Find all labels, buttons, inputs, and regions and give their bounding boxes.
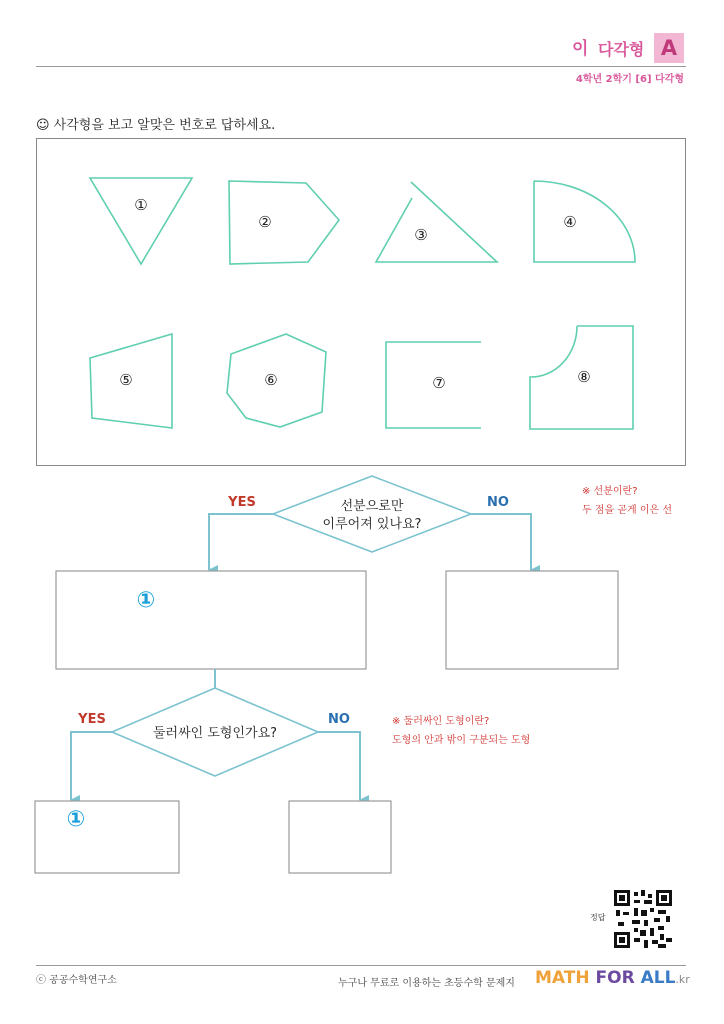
decision-1-line2: 이루어져 있나요? (322, 517, 422, 532)
decision-1-yes-label: YES (228, 495, 256, 510)
shape-label-3: ③ (414, 226, 428, 244)
answer-box-closed-no (289, 801, 391, 873)
shape-label-1: ① (134, 196, 148, 214)
decision-1-no-label: NO (487, 495, 509, 510)
brand-for: FOR (595, 968, 635, 988)
unit-number: 이 (572, 39, 589, 59)
copyright-text: ⓒ 공공수학연구소 (36, 975, 117, 986)
answer-segments-yes: ① (136, 588, 156, 613)
answer-closed-yes: ① (66, 807, 86, 832)
shape-label-5: ⑤ (119, 371, 133, 389)
unit-title: 다각형 (598, 40, 645, 59)
decision-1-diamond (273, 476, 471, 552)
decision-2-no-label: NO (328, 712, 350, 727)
decision-1-no-arrow (471, 514, 531, 570)
unit-subtitle: 4학년 2학기 [6] 다각형 (575, 74, 684, 85)
footer-tagline: 누구나 무료로 이용하는 초등수학 문제지 (338, 978, 515, 989)
level-badge: A (654, 33, 684, 63)
answer-box-closed-yes (35, 801, 179, 873)
brand-logo[interactable] (535, 968, 690, 988)
instruction-text: ☺ 사각형을 보고 알맞은 번호로 답하세요. (36, 118, 276, 133)
qr-label: 정답 (590, 913, 606, 922)
shape-label-8: ⑧ (577, 368, 591, 386)
shape-label-6: ⑥ (264, 371, 278, 389)
shape-label-7: ⑦ (432, 374, 446, 392)
note-segment-title: ※ 선분이란? (582, 486, 638, 497)
footer-divider (36, 965, 686, 966)
decision-2-yes-arrow (71, 732, 112, 800)
note-closed-figure (392, 712, 530, 750)
brand-all: ALL (640, 968, 676, 988)
shape-label-2: ② (258, 213, 272, 231)
decision-2-text: 둘러싸인 도형인가요? (152, 726, 278, 741)
shape-label-4: ④ (563, 213, 577, 231)
brand-kr: .kr (675, 973, 690, 986)
note-closed-desc: 도형의 안과 밖이 구분되는 도형 (392, 735, 531, 746)
decision-1-yes-arrow (209, 514, 273, 570)
brand-math: MATH (535, 968, 590, 988)
decision-1-line1: 선분으로만 (340, 499, 404, 514)
answer-box-segments-yes (56, 571, 366, 669)
note-segment (582, 482, 672, 520)
answer-box-segments-no (446, 571, 618, 669)
decision-2-yes-label: YES (78, 712, 106, 727)
decision-2-no-arrow (318, 732, 360, 800)
note-closed-title: ※ 둘러싸인 도형이란? (392, 716, 490, 727)
qr-code-icon[interactable] (614, 890, 672, 948)
note-segment-desc: 두 점을 곧게 이은 선 (582, 505, 672, 516)
